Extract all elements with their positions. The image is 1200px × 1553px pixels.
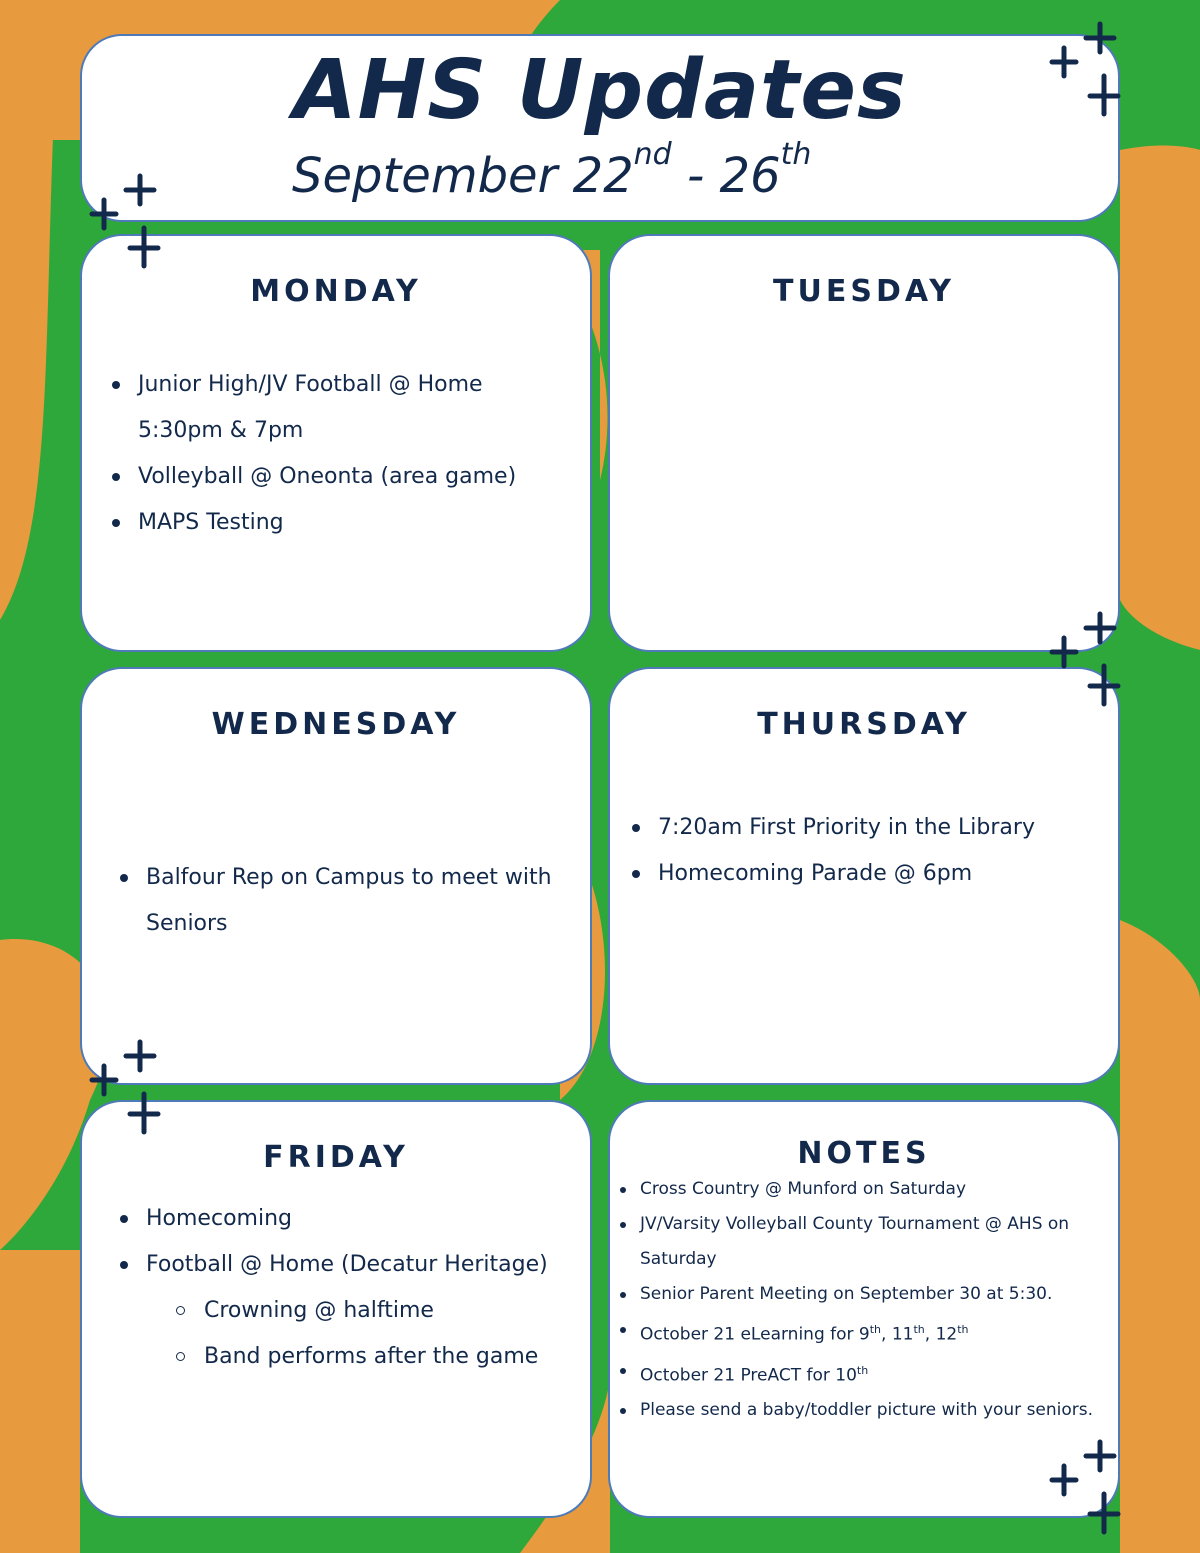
list-item: Balfour Rep on Campus to meet with Seniors <box>116 855 566 947</box>
wednesday-card <box>80 667 592 1085</box>
list-item: Junior High/JV Football @ Home 5:30pm & 7pm <box>108 362 548 454</box>
wednesday-title: WEDNESDAY <box>211 707 461 742</box>
monday-title: MONDAY <box>250 274 422 309</box>
list-item: Homecoming <box>116 1196 576 1242</box>
tuesday-title: TUESDAY <box>773 274 955 309</box>
list-item: Volleyball @ Oneonta (area game) <box>108 454 548 500</box>
friday-card <box>80 1100 592 1518</box>
list-item: MAPS Testing <box>108 500 548 546</box>
thursday-list <box>628 805 1108 897</box>
sparkle-icon <box>82 170 162 270</box>
list-item: 7:20am First Priority in the Library <box>628 805 1108 851</box>
notes-list <box>616 1172 1096 1428</box>
sparkle-icon <box>1044 1436 1124 1536</box>
list-item: Senior Parent Meeting on September 30 at 5:30. <box>616 1277 1096 1312</box>
thursday-title: THURSDAY <box>757 707 971 742</box>
sparkle-icon <box>82 1036 162 1136</box>
monday-list <box>108 362 548 546</box>
friday-title: FRIDAY <box>263 1140 409 1175</box>
list-item: October 21 PreACT for 10th <box>616 1353 1096 1394</box>
list-subitem: Crowning @ halftime <box>116 1288 576 1334</box>
header-card <box>80 34 1120 222</box>
list-item: Homecoming Parade @ 6pm <box>628 851 1108 897</box>
tuesday-card <box>608 234 1120 652</box>
list-item: Football @ Home (Decatur Heritage) <box>116 1242 576 1288</box>
list-item: Please send a baby/toddler picture with your seniors. <box>616 1393 1096 1428</box>
list-item: JV/Varsity Volleyball County Tournament @ AHS on Saturday <box>616 1207 1096 1277</box>
date-range: September 22nd - 26th <box>292 137 812 204</box>
notes-title: NOTES <box>797 1136 931 1171</box>
list-item: Cross Country @ Munford on Saturday <box>616 1172 1096 1207</box>
thursday-card <box>608 667 1120 1085</box>
sparkle-icon <box>1044 608 1124 708</box>
list-subitem: Band performs after the game <box>116 1334 576 1380</box>
page-title: AHS Updates <box>293 43 907 138</box>
list-item: October 21 eLearning for 9th, 11th, 12th <box>616 1312 1096 1353</box>
friday-list <box>116 1196 576 1380</box>
wednesday-list <box>116 855 566 947</box>
sparkle-icon <box>1044 18 1124 118</box>
monday-card <box>80 234 592 652</box>
